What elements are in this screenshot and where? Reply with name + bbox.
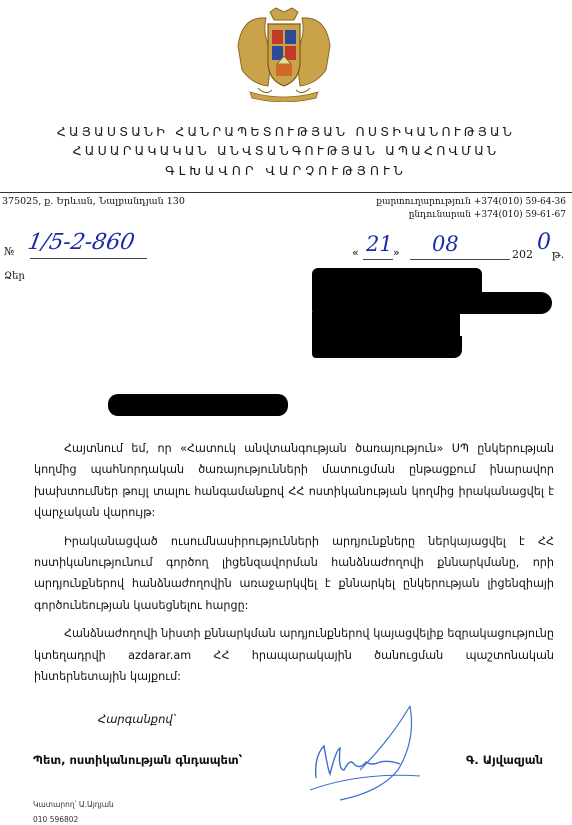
date-day-underline: [363, 259, 393, 260]
date-year-prefix: 202: [512, 248, 533, 261]
redaction-block: [312, 312, 460, 338]
redaction-block: [312, 292, 552, 314]
organization-name-line-2: ՀԱՍԱՐԱԿԱԿԱՆ ԱՆՎՏԱՆԳՈՒԹՅԱՆ ԱՊԱՀՈՎՄԱՆ: [72, 143, 500, 158]
date-day: 21: [366, 232, 393, 256]
number-label: №: [4, 245, 15, 258]
date-open-quote: «: [352, 246, 359, 259]
coat-of-arms-emblem: [232, 6, 336, 102]
date-year-digit: 0: [537, 230, 551, 255]
date-month-underline: [410, 259, 510, 260]
date-suffix: թ.: [552, 248, 565, 261]
date-close-quote: »: [393, 246, 400, 259]
organization-name-line-3: ԳԼԽԱՎՈՐ ՎԱՐՉՈՒԹՅՈՒՆ: [165, 163, 407, 178]
body-paragraph: Իրականացված ուսումնասիրությունների արդյունքները ներկայացվել է ՀՀ ոստիկանությունում գործող լիցենզավորման հանձնաժողովի քննարկմանը, որի արդյունքներով հանձնաժողովին առաջարկվել է քննարկել ընկերության լիցենզիայի գործունեության կասեցնելու հարցը:: [34, 534, 554, 612]
address: 375025, ք. Երևան, Նալբանդյան 130: [2, 196, 185, 207]
executor-name: Կատարող՝ Ա.Այդյան: [33, 800, 114, 809]
organization-name-line-1: ՀԱՅԱՍՏԱՆԻ ՀԱՆՐԱՊԵՏՈՒԹՅԱՆ ՈՍՏԻԿԱՆՈՒԹՅԱՆ: [56, 124, 516, 139]
redaction-block: [108, 394, 288, 416]
salutation: Հարգանքով՝: [98, 712, 176, 726]
signer-name: Գ. Այվազյան: [466, 753, 543, 767]
redaction-block: [312, 336, 462, 358]
number-underline: [30, 258, 147, 259]
handwritten-signature: [300, 700, 440, 810]
signer-title: Պետ, ոստիկանության գնդապետ՝: [33, 753, 243, 767]
phone-duty: ընդունարան +374(010) 59-61-67: [408, 210, 566, 220]
header-divider: [0, 192, 572, 193]
body-paragraph: Հանձնաժողովի նիստի քննարկման արդյունքներով կայացվելիք եզրակացությունը կտեղադրվի azdarar.am ՀՀ հրապարակային ծանուցման պաշտոնական ինտերնետային կայքում:: [34, 627, 554, 684]
phone-reception: քարտուղարություն +374(010) 59-64-36: [376, 197, 566, 207]
executor-phone: 010 596802: [33, 815, 79, 824]
letter-body: [34, 438, 554, 694]
date-month: 08: [432, 232, 459, 256]
your-ref-label: Ձեր: [4, 271, 25, 282]
body-paragraph: Հայտնում եմ, որ «Հատուկ անվտանգության ծառայություն» ՍՊ ընկերության կողմից պահնորդական ծառայությունների մատուցման ընթացքում ինարավոր խախտումներ թույլ տալու հանգամանքով ՀՀ ոստիկանության կողմից իրականացվել է վարչական վարույթ:: [34, 442, 554, 520]
reference-number: 1/5-2-860: [25, 230, 137, 255]
